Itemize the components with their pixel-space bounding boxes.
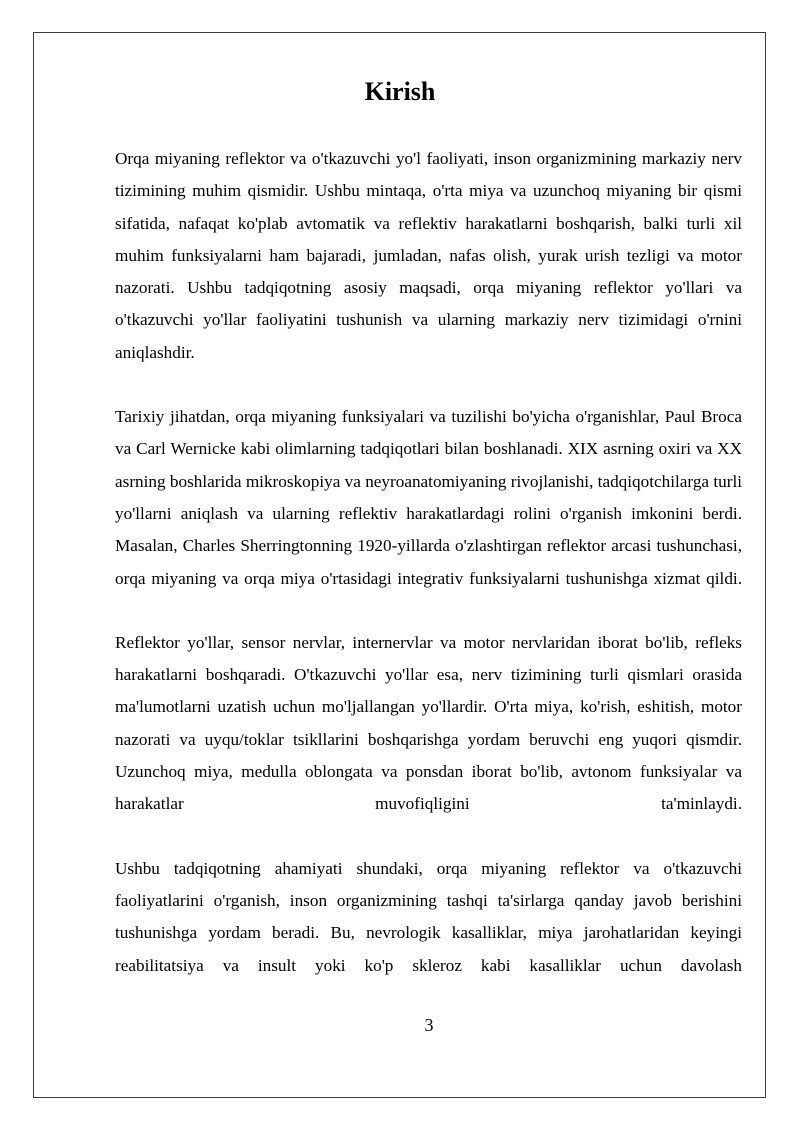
paragraph-3: Reflektor yo'llar, sensor nervlar, internervlar va motor nervlaridan iborat bo'lib, refleks harakatlarni boshqaradi. O'tkazuvchi yo'llar esa, nerv tizimining turli qismlari orasida ma'lumotlarni uzatish uchun mo'ljallangan yo'llardir. O'rta miya, ko'rish, eshitish, motor nazorati va uyqu/toklar tsikllarini boshqarishga yordam beruvchi eng yuqori qismdir. Uzunchoq miya, medulla oblongata va ponsdan iborat bo'lib, avtonom funksiyalar va harakatlar muvofiqligini ta'minlaydi. <box>115 632 742 814</box>
document-body <box>115 143 742 1014</box>
document-title: Kirish <box>364 77 436 106</box>
paragraph-4: Ushbu tadqiqotning ahamiyati shundaki, orqa miyaning reflektor va o'tkazuvchi faoliyatlarini o'rganish, inson organizmining tashqi ta'sirlarga qanday javob berishini tushunishga yordam beradi. Bu, nevrologik kasalliklar, miya jarohatlaridan keyingi reabilitatsiya va insult yoki ko'p skleroz kabi kasalliklar uchun davolash <box>115 858 742 975</box>
page-number: 3 <box>424 1015 434 1035</box>
paragraph-1: Orqa miyaning reflektor va o'tkazuvchi yo'l faoliyati, inson organizmining markaziy nerv tizimining muhim qismidir. Ushbu mintaqa, o'rta miya va uzunchoq miyaning bir qismi sifatida, nafaqat ko'plab avtomatik va reflektiv harakatlarni boshqarish, balki turli xil muhim funksiyalarni ham bajaradi, jumladan, nafas olish, yurak urish tezligi va motor nazorati. Ushbu tadqiqotning asosiy maqsadi, orqa miyaning reflektor yo'llari va o'tkazuvchi yo'llar faoliyatini tushunish va ularning markaziy nerv tizimidagi o'rnini aniqlashdir. <box>115 149 742 362</box>
paragraph-2: Tarixiy jihatdan, orqa miyaning funksiyalari va tuzilishi bo'yicha o'rganishlar, Paul Broca va Carl Wernicke kabi olimlarning tadqiqotlari bilan boshlanadi. XIX asrning oxiri va XX asrning boshlarida mikroskopiya va neyroanatomiyaning rivojlanishi, tadqiqotchilarga turli yo'llarni aniqlash va ularning reflektiv harakatlardagi rolini o'rganish imkonini berdi. Masalan, Charles Sherringtonning 1920-yillarda o'zlashtirgan reflektor arcasi tushunchasi, orqa miyaning va orqa miya o'rtasidagi integrativ funksiyalarni tushunishga xizmat qildi. <box>115 407 742 588</box>
